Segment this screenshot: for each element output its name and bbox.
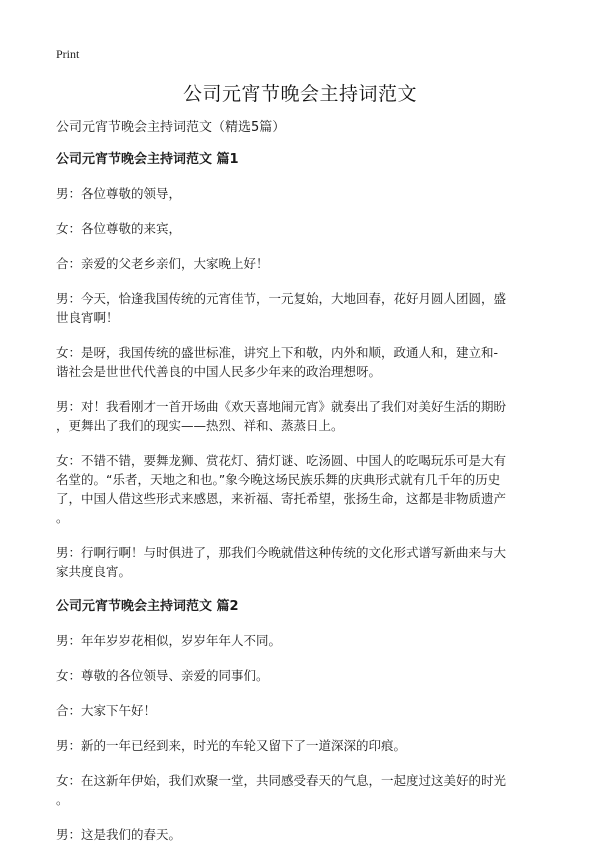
paragraph-line: 男：对！我看刚才一首开场曲《欢天喜地闹元宵》就奏出了我们对美好生活的期盼 — [56, 399, 507, 414]
paragraph-line: 男：各位尊敬的领导， — [56, 186, 182, 201]
print-link[interactable]: Print — [56, 47, 80, 61]
dialogue-paragraph — [56, 397, 550, 435]
dialogue-paragraph — [56, 631, 550, 650]
document-content — [56, 118, 550, 860]
paragraph-line: 男：这是我们的春天。 — [56, 827, 182, 842]
paragraph-line: 女：尊敬的各位领导、亲爱的同事们。 — [56, 668, 269, 683]
dialogue-paragraph — [56, 451, 550, 527]
dialogue-paragraph — [56, 666, 550, 685]
paragraph-line: 家共度良宵。 — [56, 564, 132, 579]
dialogue-paragraph — [56, 771, 550, 809]
paragraph-line: 女：不错不错，要舞龙狮、赏花灯、猜灯谜、吃汤圆、中国人的吃喝玩乐可是大有 — [56, 453, 507, 468]
dialogue-paragraph — [56, 254, 550, 273]
document-subtitle: 公司元宵节晚会主持词范文（精选5篇） — [56, 120, 286, 135]
paragraph-line: 名堂的。“乐者，天地之和也。”象今晚这场民族乐舞的庆典形式就有几千年的历史 — [56, 472, 501, 487]
paragraph-line: 合：亲爱的父老乡亲们，大家晚上好！ — [56, 256, 269, 271]
section-heading: 公司元宵节晚会主持词范文 篇2 — [56, 599, 239, 614]
paragraph-line: 男：今天，恰逢我国传统的元宵佳节，一元复始，大地回春，花好月圆人团圆，盛 — [56, 291, 507, 306]
dialogue-paragraph — [56, 289, 550, 327]
paragraph-line: 合：大家下午好！ — [56, 703, 157, 718]
paragraph-line: 女：在这新年伊始，我们欢聚一堂，共同感受春天的气息，一起度过这美好的时光 — [56, 773, 507, 788]
dialogue-paragraph — [56, 343, 550, 381]
dialogue-paragraph — [56, 219, 550, 238]
paragraph-line: 男：年年岁岁花相似，岁岁年年人不同。 — [56, 633, 282, 648]
paragraph-line: 女：各位尊敬的来宾， — [56, 221, 182, 236]
paragraph-line: 了，中国人借这些形式来感恩，来祈福、寄托希望，张扬生命，这都是非物质遗产 — [56, 491, 507, 506]
dialogue-paragraph — [56, 701, 550, 720]
paragraph-line: 男：行啊行啊！与时俱进了，那我们今晚就借这种传统的文化形式谱写新曲来与大 — [56, 545, 507, 560]
paragraph-line: 女：是呀，我国传统的盛世标准，讲究上下和敬，内外和顺，政通人和，建立和- — [56, 345, 499, 360]
paragraph-line: 。 — [56, 510, 69, 525]
paragraph-line: 男：新的一年已经到来，时光的车轮又留下了一道深深的印痕。 — [56, 738, 407, 753]
dialogue-paragraph — [56, 736, 550, 755]
document-title: 公司元宵节晚会主持词范文 — [182, 83, 417, 105]
dialogue-paragraph — [56, 184, 550, 203]
section-heading: 公司元宵节晚会主持词范文 篇1 — [56, 152, 239, 167]
paragraph-line: 。 — [56, 792, 69, 807]
paragraph-line: ，更舞出了我们的现实——热烈、祥和、蒸蒸日上。 — [56, 418, 344, 433]
sections-container — [56, 150, 550, 844]
paragraph-line: 世良宵啊！ — [56, 310, 119, 325]
paragraph-line: 谐社会是世世代代善良的中国人民多少年来的政治理想呀。 — [56, 364, 382, 379]
dialogue-paragraph — [56, 543, 550, 581]
